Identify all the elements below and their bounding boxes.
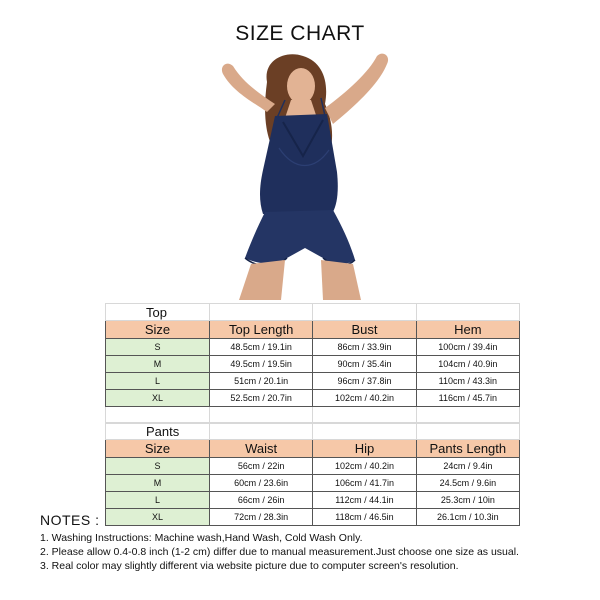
table-cell: 90cm / 35.4in [313,356,416,373]
table-row [106,475,520,492]
table-cell: 60cm / 23.6in [210,475,313,492]
note-item: 2. Please allow 0.4-0.8 inch (1-2 cm) differ due to manual measurement.Just choose one size as usual. [40,546,519,558]
notes-title: NOTES : [40,512,100,528]
model-figure [222,54,388,300]
table-spacer-row [106,407,520,424]
table-row [106,339,520,356]
table-row [106,509,520,526]
table-cell: 96cm / 37.8in [313,373,416,390]
column-header: Hip [313,440,416,458]
notes-list [40,531,595,573]
column-header: Top Length [210,321,313,339]
table-cell: 104cm / 40.9in [416,356,519,373]
table-cell: 52.5cm / 20.7in [210,390,313,407]
size-cell: M [106,475,210,492]
product-photo [205,52,395,300]
ruffle-shorts [245,210,355,264]
table-cell: 48.5cm / 19.1in [210,339,313,356]
table-cell: 26.1cm / 10.3in [416,509,519,526]
column-header: Bust [313,321,416,339]
table-row [106,373,520,390]
size-cell: XL [106,390,210,407]
table-cell: 100cm / 39.4in [416,339,519,356]
size-cell: L [106,492,210,509]
note-item: 3. Real color may slightly different via website picture due to computer screen's resolution. [40,560,459,572]
table-header-row [106,440,520,458]
table-cell: 116cm / 45.7in [416,390,519,407]
table-cell: 24cm / 9.4in [416,458,519,475]
table-row [106,390,520,407]
top-section-label: Top [106,304,210,321]
pants-section-label: Pants [106,423,210,440]
table-cell: 66cm / 26in [210,492,313,509]
table-cell: 51cm / 20.1in [210,373,313,390]
table-section-row [106,423,520,440]
top-size-table [105,303,520,424]
table-header-row [106,321,520,339]
table-cell: 102cm / 40.2in [313,458,416,475]
column-header: Pants Length [416,440,519,458]
table-cell: 49.5cm / 19.5in [210,356,313,373]
table-section-row [106,304,520,321]
size-cell: S [106,339,210,356]
column-header: Hem [416,321,519,339]
table-cell: 56cm / 22in [210,458,313,475]
size-cell: L [106,373,210,390]
table-cell: 118cm / 46.5in [313,509,416,526]
table-cell: 110cm / 43.3in [416,373,519,390]
note-item: 1. Washing Instructions: Machine wash,Hand Wash, Cold Wash Only. [40,532,363,544]
page-title: SIZE CHART [235,22,365,45]
table-cell: 102cm / 40.2in [313,390,416,407]
table-cell: 106cm / 41.7in [313,475,416,492]
table-cell: 25.3cm / 10in [416,492,519,509]
table-row [106,492,520,509]
size-cell: XL [106,509,210,526]
table-cell: 86cm / 33.9in [313,339,416,356]
table-cell: 72cm / 28.3in [210,509,313,526]
table-cell: 112cm / 44.1in [313,492,416,509]
column-header: Waist [210,440,313,458]
table-cell: 24.5cm / 9.6in [416,475,519,492]
column-header: Size [106,440,210,458]
table-row [106,458,520,475]
pants-size-table [105,422,520,526]
size-cell: M [106,356,210,373]
column-header: Size [106,321,210,339]
size-cell: S [106,458,210,475]
table-row [106,356,520,373]
